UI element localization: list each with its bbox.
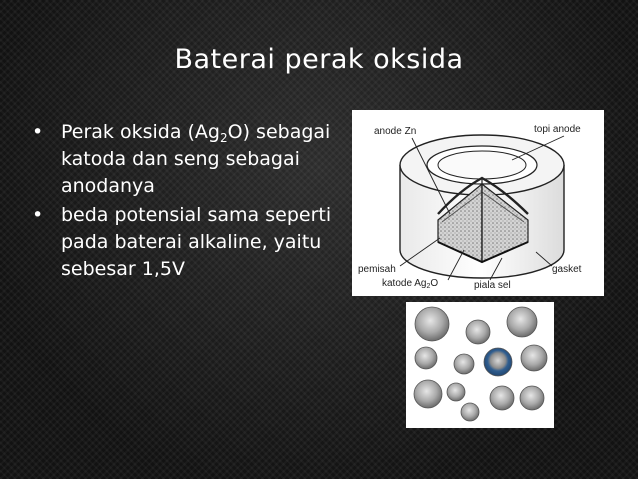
bullet-marker: • [32, 204, 44, 226]
subscript-2: 2 [220, 131, 228, 145]
label-anode: anode Zn [374, 126, 417, 137]
bullet-text-post: O) sebagai katoda dan seng sebagai anodanya [61, 121, 331, 197]
label-separator: pemisah [358, 264, 396, 275]
button-cells-drawing [406, 302, 554, 428]
button-cells-photo [406, 302, 554, 428]
slide-title: Baterai perak oksida [174, 44, 464, 75]
bullet-item-2 [30, 202, 335, 283]
label-cell: piala sel [474, 280, 511, 291]
bullet-marker: • [32, 121, 44, 143]
battery-cross-section-diagram [352, 110, 604, 296]
bullet-item-1 [30, 119, 335, 200]
diagram-drawing [352, 110, 604, 296]
bullet-list [30, 119, 335, 285]
label-gasket: gasket [552, 264, 582, 275]
bullet-text-pre: Perak oksida (Ag [61, 121, 220, 143]
label-top-anode: topi anode [534, 124, 581, 135]
label-cathode: katode $Ag_2O$ [382, 278, 439, 290]
bullet-text: beda potensial sama seperti pada baterai alkaline, yaitu sebesar 1,5V [61, 204, 332, 280]
